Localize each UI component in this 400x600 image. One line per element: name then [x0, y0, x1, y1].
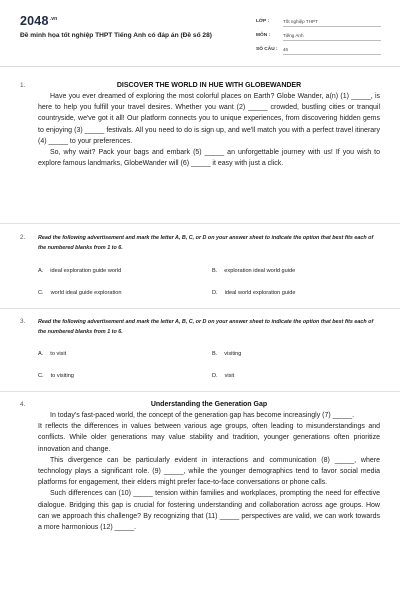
option-c[interactable]: C. world ideal guide exploration: [38, 290, 122, 296]
passage-paragraph: In today's fast-paced world, the concept of the generation gap has become increasingly (7) _____.: [50, 412, 355, 419]
question-instruction: Read the following advertisement and mark the letter A, B, C, or D on your answer sheet to indicate the option that best fits each of the numbered blanks from 1 to 6.: [38, 319, 374, 335]
question-body: [38, 318, 380, 379]
option-d[interactable]: D. ideal world exploration guide: [212, 290, 296, 296]
meta-label: MÔN :: [256, 33, 271, 38]
site-logo[interactable]: $2048^{.vn}$: [20, 14, 58, 28]
meta-value: 46: [283, 47, 381, 55]
question-separator: [0, 223, 400, 224]
option-a[interactable]: A. ideal exploration guide world: [38, 268, 122, 274]
question-body: [38, 401, 380, 533]
option-d[interactable]: D. visit: [212, 373, 235, 379]
meta-value: Tốt nghiệp THPT: [283, 19, 381, 27]
meta-label: LỚP :: [256, 19, 270, 24]
question-body: [38, 234, 380, 296]
passage-paragraph: So, why wait? Pack your bags and embark (5) _____ an unforgettable journey with us! If you wish to explore famous landmarks, GlobeWander will (6) _____ it easy with just a click.: [38, 149, 380, 168]
option-a[interactable]: A. to visit: [38, 351, 67, 357]
question-number: 1.: [20, 82, 26, 89]
question-separator: [0, 308, 400, 309]
passage-title: Understanding the Generation Gap: [150, 401, 268, 408]
passage-paragraph: Such differences can (10) _____ tension within families and workplaces, prompting the need for effective dialogue. Bridging this gap is crucial for fostering understanding and collaboration across age groups. How can we approach this challenge? By recognizing that (11) _____ perspectives are valid, we can work towards a more harmonious (12) _____.: [38, 490, 380, 532]
question-instruction: Read the following advertisement and mark the letter A, B, C, or D on your answer sheet to indicate the option that best fits each of the numbered blanks from 1 to 6.: [38, 235, 374, 251]
question-number: 3.: [20, 318, 26, 325]
passage-paragraph: Have you ever dreamed of exploring the most colorful places on Earth? Globe Wander, a(n) (1) _____, is here to help you fulfill your travel desires. Whether you want (2) _____ crowded, bustling cities or tranquil countryside, we've got it all! Our platform connects you to unique experiences, from discovering hidden gems to enjoying (3) _____ festivals. All you need to do is sign up, and we'll match you with a perfect travel itinerary (4) _____ to your preferences.: [38, 93, 380, 145]
option-c[interactable]: C. to visiting: [38, 373, 74, 379]
header: [0, 0, 400, 64]
question-separator: [0, 391, 400, 392]
option-b[interactable]: B. visiting: [212, 351, 242, 357]
passage-paragraph: This divergence can be particularly evident in interactions and communication (8) _____, where technology plays a significant role. (9) _____, while the younger demographics tend to favor social media platforms for engagement, their elders might prefer face-to-face conversations or phone calls.: [38, 456, 380, 487]
option-b[interactable]: B. exploration ideal world guide: [212, 268, 296, 274]
header-divider: [0, 66, 400, 67]
question-number: 2.: [20, 234, 26, 241]
question-body: [38, 82, 380, 169]
meta-value: Tiếng Anh: [283, 33, 381, 41]
question-number: 4.: [20, 401, 26, 408]
document-title: Đề minh họa tốt nghiệp THPT Tiếng Anh có đáp án (Đề số 28): [20, 32, 212, 39]
meta-label: SỐ CÂU :: [256, 47, 278, 52]
passage-title: DISCOVER THE WORLD IN HUE WITH GLOBEWANDER: [116, 82, 302, 89]
passage-paragraph: It reflects the differences in values between various age groups, often leading to misunderstandings and conflicts. While older generations may value stability and tradition, younger generations often prioritize innovation and change.: [38, 423, 380, 453]
